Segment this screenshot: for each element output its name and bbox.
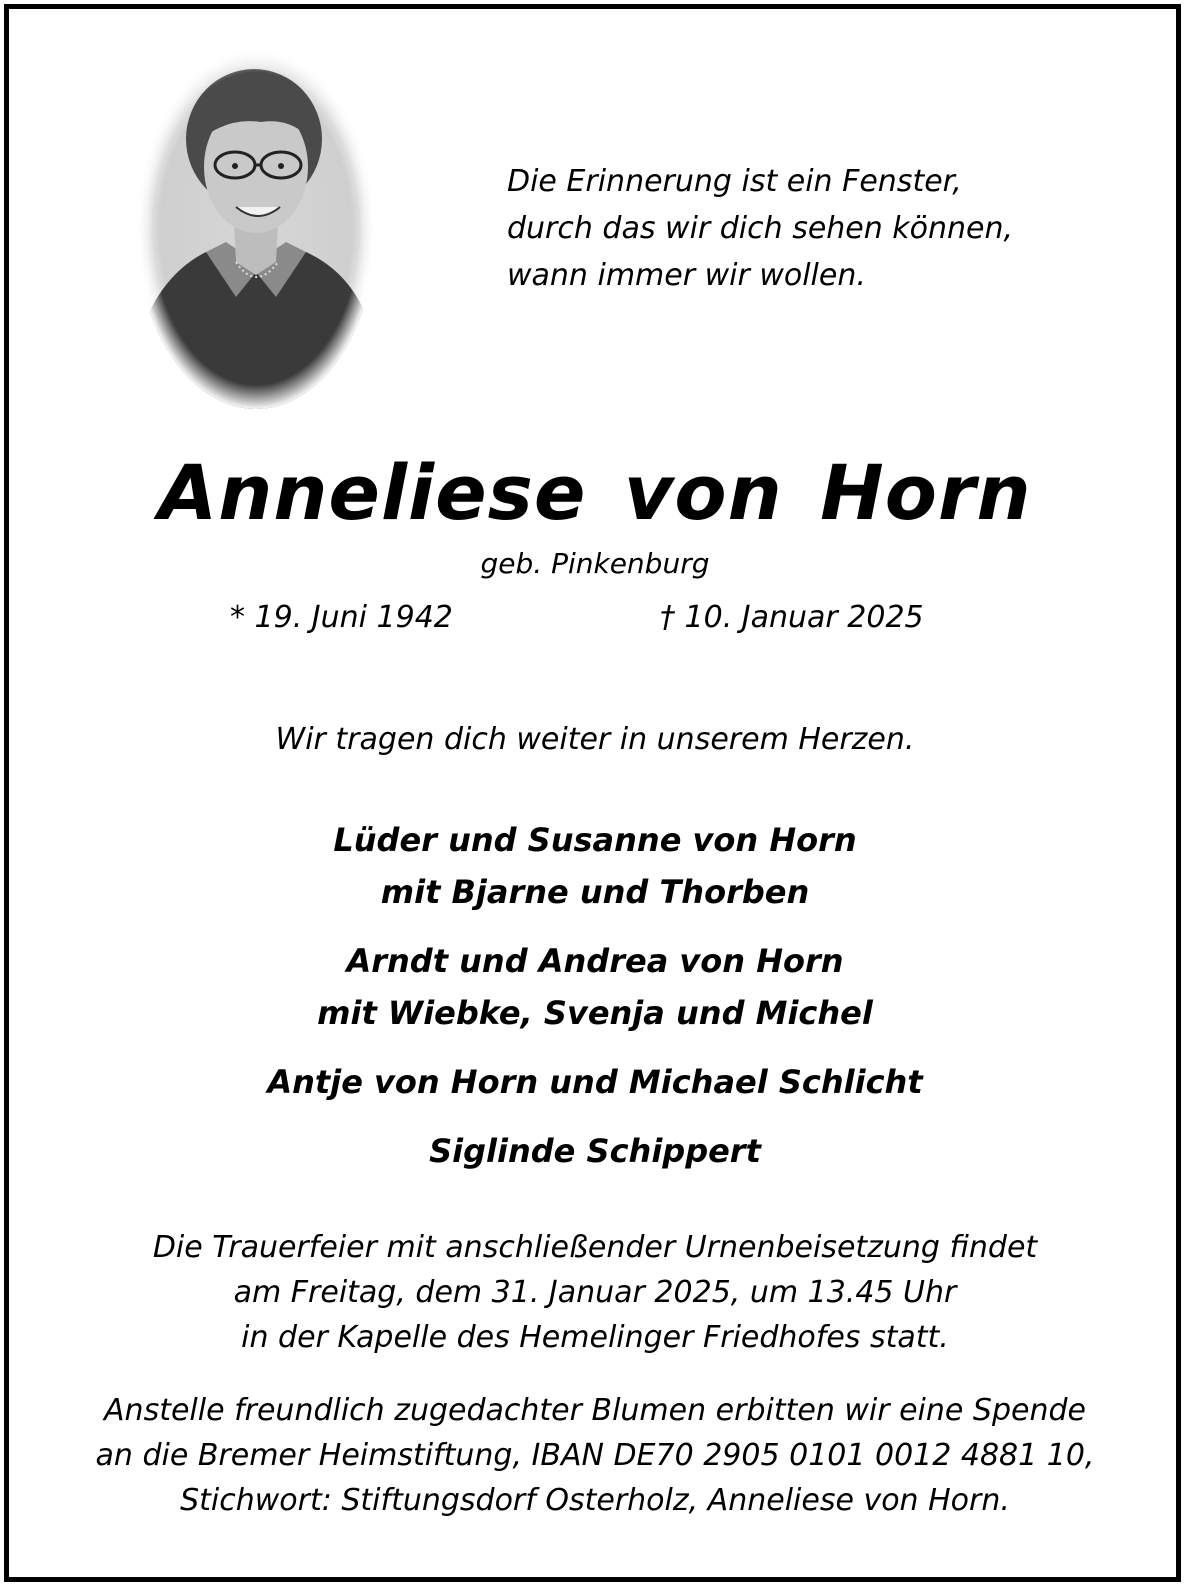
mourner-line: mit Wiebke, Svenja und Michel [317, 994, 873, 1032]
portrait-photo [136, 47, 376, 410]
mourner-group [0, 1056, 1190, 1108]
donation-line: Anstelle freundlich zugedachter Blumen erbitten wir eine Spende [104, 1393, 1086, 1428]
mourners-list [0, 814, 1190, 1194]
memorial-quote [507, 158, 1107, 299]
donation-info [0, 1388, 1190, 1523]
quote-line: wann immer wir wollen. [507, 258, 866, 293]
motto: Wir tragen dich weiter in unserem Herzen. [275, 722, 915, 757]
service-line: in der Kapelle des Hemelinger Friedhofes statt. [241, 1320, 949, 1355]
quote-line: durch das wir dich sehen können, [507, 211, 1014, 246]
mourner-line: Antje von Horn und Michael Schlicht [267, 1063, 923, 1101]
deceased-name: Anneliese von Horn [158, 448, 1032, 537]
maiden-name: geb. Pinkenburg [480, 547, 710, 580]
service-line: Die Trauerfeier mit anschließender Urnenbeisetzung findet [152, 1230, 1038, 1265]
donation-line: Stichwort: Stiftungsdorf Osterholz, Anneliese von Horn. [180, 1483, 1010, 1518]
mourner-group [0, 1125, 1190, 1177]
quote-line: Die Erinnerung ist ein Fenster, [507, 164, 962, 199]
death-date: † 10. Januar 2025 [660, 600, 924, 635]
birth-date: * 19. Juni 1942 [230, 600, 453, 635]
donation-line: an die Bremer Heimstiftung, IBAN DE70 2905 0101 0012 4881 10, [95, 1438, 1095, 1473]
mourner-line: mit Bjarne und Thorben [380, 873, 810, 911]
mourner-group [0, 814, 1190, 918]
mourner-line: Arndt und Andrea von Horn [346, 942, 844, 980]
mourner-group [0, 935, 1190, 1039]
service-line: am Freitag, dem 31. Januar 2025, um 13.45 Uhr [233, 1275, 957, 1310]
mourner-line: Lüder und Susanne von Horn [333, 821, 857, 859]
funeral-service-info [0, 1225, 1190, 1360]
mourner-line: Siglinde Schippert [429, 1132, 761, 1170]
